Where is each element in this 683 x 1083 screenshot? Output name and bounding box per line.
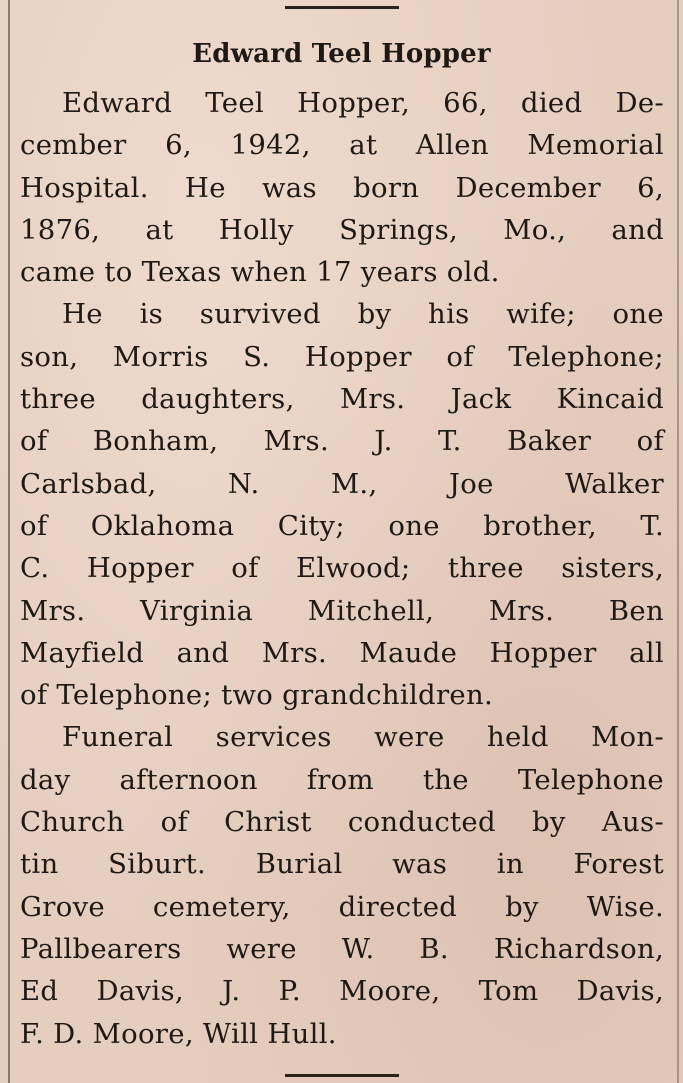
- text-line: son, Morris S. Hopper of Telephone;: [20, 340, 664, 373]
- text-line: F. D. Moore, Will Hull.: [20, 1017, 337, 1050]
- text-line: Grove cemetery, directed by Wise.: [20, 890, 664, 923]
- obituary-headline: Edward Teel Hopper: [192, 39, 491, 69]
- text-line: three daughters, Mrs. Jack Kincaid: [20, 383, 664, 416]
- text-line: Mayfield and Mrs. Maude Hopper all: [20, 636, 664, 669]
- text-line: of Oklahoma City; one brother, T.: [20, 509, 664, 542]
- text-line: cember 6, 1942, at Allen Memorial: [20, 129, 664, 162]
- text-line: Carlsbad, N. M., Joe Walker: [20, 467, 664, 500]
- text-line: came to Texas when 17 years old.: [20, 256, 500, 289]
- obituary-body: [20, 82, 664, 1055]
- text-line: Church of Christ conducted by Aus-: [20, 806, 664, 839]
- column-rule-left: [8, 0, 10, 1083]
- text-line: Pallbearers were W. B. Richardson,: [20, 932, 664, 965]
- text-line: tin Siburt. Burial was in Forest: [20, 848, 664, 881]
- text-line: 1876, at Holly Springs, Mo., and: [20, 213, 664, 246]
- text-line: Ed Davis, J. P. Moore, Tom Davis,: [20, 975, 664, 1008]
- text-line: C. Hopper of Elwood; three sisters,: [20, 552, 664, 585]
- text-line: Mrs. Virginia Mitchell, Mrs. Ben: [20, 594, 664, 627]
- text-line: day afternoon from the Telephone: [20, 763, 664, 796]
- bottom-divider: [285, 1074, 399, 1077]
- text-line: Edward Teel Hopper, 66, died De-: [62, 87, 664, 119]
- column-rule-right: [677, 0, 679, 1083]
- text-line: of Bonham, Mrs. J. T. Baker of: [20, 425, 664, 458]
- text-line: Hospital. He was born December 6,: [20, 171, 664, 204]
- text-line: Funeral services were held Mon-: [62, 721, 664, 754]
- text-line: of Telephone; two grandchildren.: [20, 679, 494, 712]
- text-line: He is survived by his wife; one: [62, 298, 664, 331]
- top-divider: [285, 6, 399, 9]
